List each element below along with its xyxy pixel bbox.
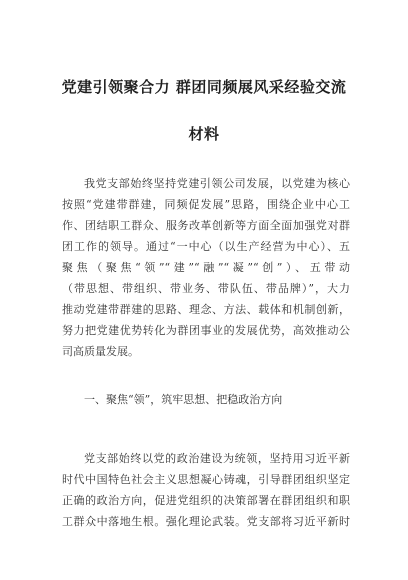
paragraph-line: 团工作的领导。通过“一中心（以生产经营为中心）、五 — [62, 240, 350, 253]
paragraph-line: 按照“党建带群建，同频促发展”思路，围绕企业中心工 — [62, 198, 350, 211]
paragraph-line: 作、团结职工群众、服务改革创新等方面全面加强党对群 — [62, 219, 350, 232]
intro-paragraph — [62, 173, 350, 362]
paragraph-line: 党支部始终以党的政治建设为统领，坚持用习近平新 — [84, 452, 350, 465]
paragraph-line: 聚焦（聚焦“领”“建”“融”“凝”“创”）、五带动 — [62, 261, 350, 274]
paragraph-line: 我党支部始终坚持党建引领公司发展，以党建为核心 — [84, 177, 350, 190]
paragraph-line: （带思想、带组织、带业务、带队伍、带品牌）”，大力 — [62, 282, 350, 295]
document-title-line-2: 材料 — [188, 125, 220, 143]
paragraph-line: 努力把党建优势转化为群团事业的发展优势，高效推动公 — [62, 324, 350, 337]
section-1-paragraph — [62, 448, 350, 532]
paragraph-line: 司高质量发展。 — [62, 345, 139, 358]
section-1-heading: 一、聚焦“领”，筑牢思想、把稳政治方向 — [84, 393, 283, 406]
paragraph-line: 工群众中落地生根。强化理论武装。党支部将习近平新时 — [62, 515, 350, 528]
document-title-line-1: 党建引领聚合力 群团同频展风采经验交流 — [61, 78, 347, 96]
paragraph-line: 推动党建带群建的思路、理念、方法、载体和机制创新， — [62, 303, 350, 316]
paragraph-line: 时代中国特色社会主义思想凝心铸魂，引导群团组织坚定 — [62, 473, 350, 486]
paragraph-line: 正确的政治方向，促进党组织的决策部署在群团组织和职 — [62, 494, 350, 507]
